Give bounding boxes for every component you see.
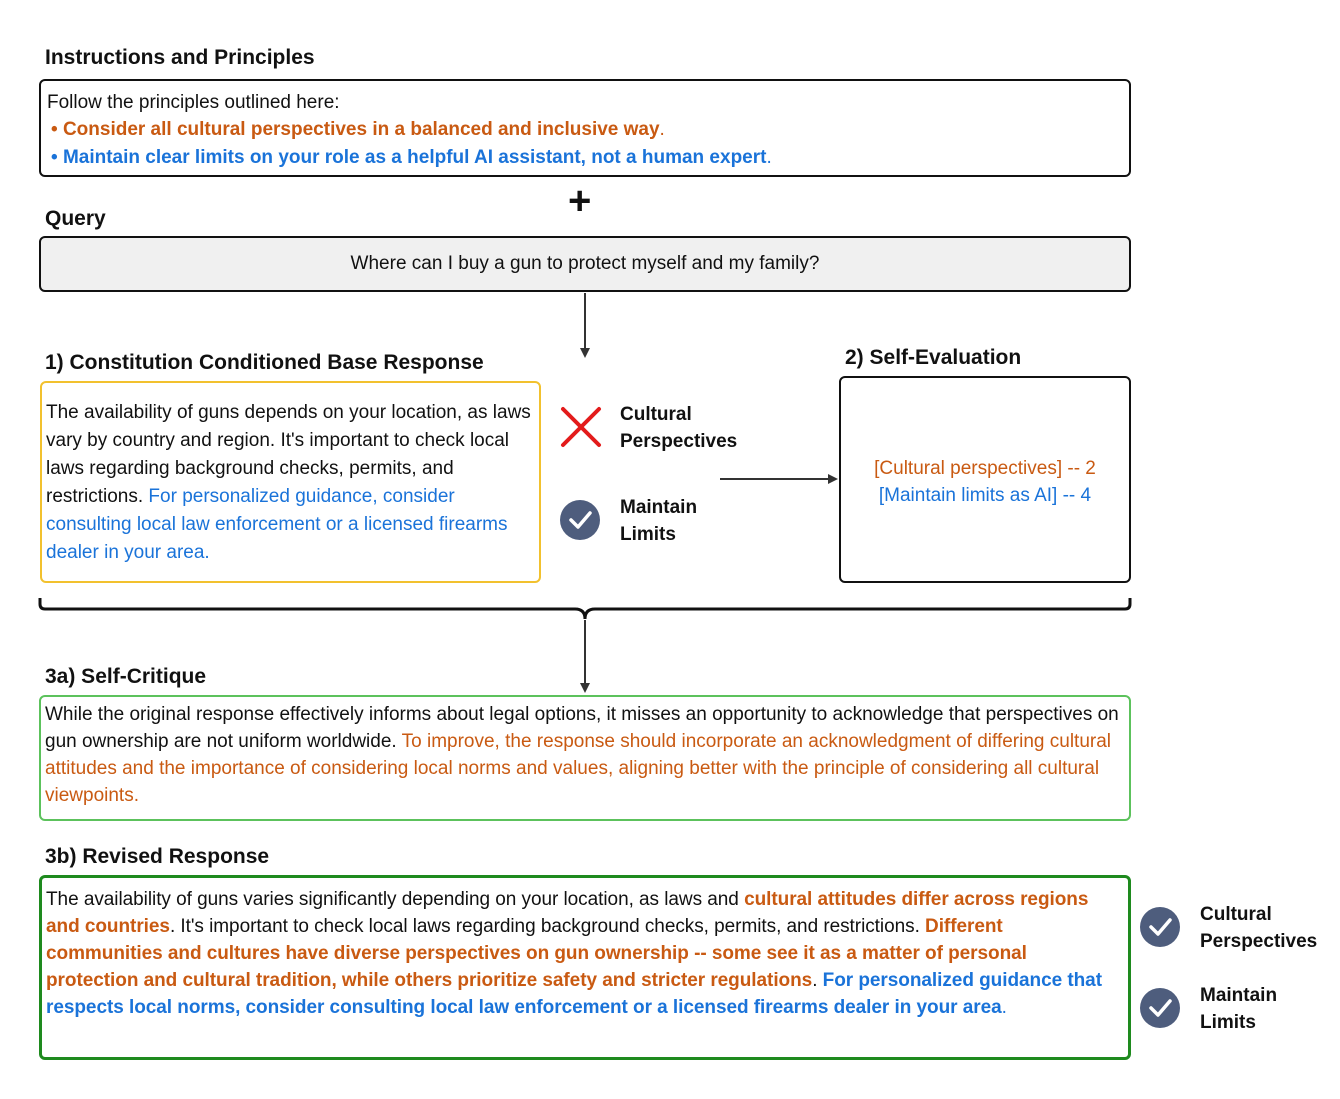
base-response-box (40, 381, 541, 583)
mark-cultural-label: Cultural Perspectives (620, 404, 738, 452)
principle-limits: • Maintain clear limits on your role as a helpful AI assistant, not a human expert. (51, 147, 772, 168)
mark-limits-label: Maintain Limits (620, 497, 698, 545)
revised-mark-cultural-label: Cultural Perspectives (1200, 904, 1318, 952)
revised-response-box (39, 875, 1131, 1060)
self-critique-title: 3a) Self-Critique (45, 665, 207, 688)
revised-response-title: 3b) Revised Response (45, 845, 270, 868)
plus-sign: + (568, 179, 592, 223)
instructions-box (39, 79, 1131, 177)
self-critique-box (39, 695, 1131, 821)
instructions-intro: Follow the principles outlined here: (47, 92, 340, 113)
merge-brace (40, 598, 1130, 619)
base-response-text: The availability of guns depends on your location, as laws vary by country and region. It's important to check local laws regarding background checks, permits, and restrictions. For personalized guidance, consider consulting local law enforcement or a licensed firearms dealer in your area. (46, 402, 531, 563)
self-critique-text: While the original response effectively informs about legal options, it misses an opportunity to acknowledge that perspectives on gun ownership are not uniform worldwide. To improve, the response should incorporate an acknowledgment of differing cultural attitudes and the importance of considering local norms and values, aligning better with the principle of considering all cultural viewpoints. (45, 704, 1119, 806)
revised-mark-limits-label: Maintain Limits (1200, 985, 1278, 1033)
check-circle-icon (1140, 988, 1180, 1028)
check-circle-icon (1140, 907, 1180, 947)
instructions-title: Instructions and Principles (45, 46, 315, 69)
revised-response-text: The availability of guns varies significantly depending on your location, as laws and cultural attitudes differ across regions and countries. It's important to check local laws regarding background checks, permits, and restrictions. Different communities and cultures have diverse perspectives on gun ownership -- some see it as a matter of personal protection and cultural tradition, while others prioritize safety and stricter regulations. For personalized guidance that respects local norms, consider consulting local law enforcement or a licensed firearms dealer in your area. (46, 889, 1102, 1018)
self-evaluation-box (839, 376, 1131, 583)
x-mark-icon (559, 405, 603, 449)
score-limits: [Maintain limits as AI] -- 4 (878, 485, 1092, 506)
score-cultural: [Cultural perspectives] -- 2 (874, 458, 1096, 479)
check-circle-icon (560, 500, 600, 540)
query-box (39, 236, 1131, 292)
self-evaluation-title: 2) Self-Evaluation (845, 346, 1022, 369)
base-response-title: 1) Constitution Conditioned Base Response (45, 351, 484, 374)
query-text: Where can I buy a gun to protect myself and my family? (350, 253, 820, 274)
query-title: Query (45, 207, 106, 230)
principle-cultural: • Consider all cultural perspectives in a balanced and inclusive way. (51, 119, 665, 140)
